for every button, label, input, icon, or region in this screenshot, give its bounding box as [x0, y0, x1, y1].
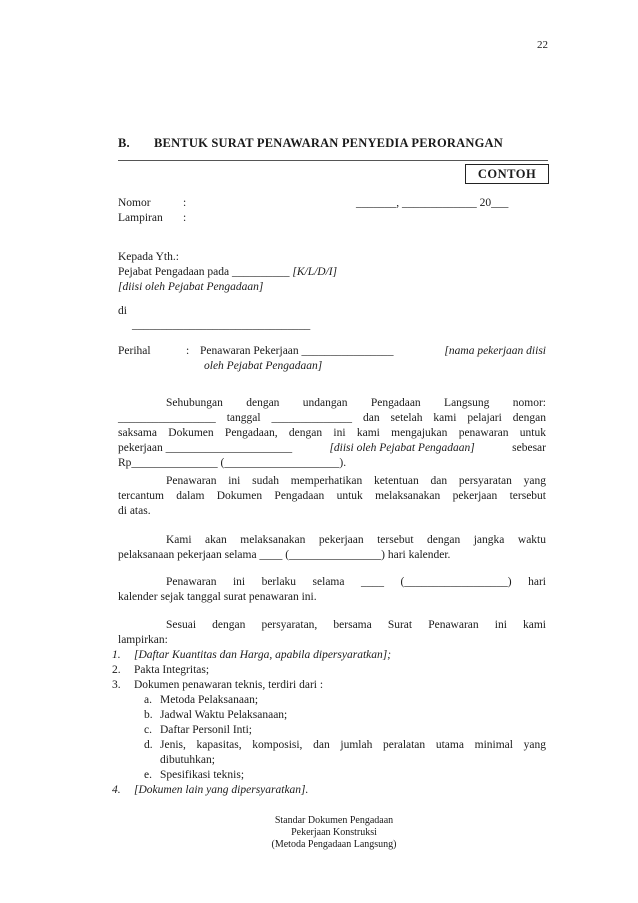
kepada-yth: Kepada Yth.: [118, 251, 179, 263]
p4-line-2: kalender sejak tanggal surat penawaran ini. [118, 591, 317, 603]
paragraph-4 [118, 575, 546, 605]
pejabat-pengadaan-line [118, 265, 337, 280]
date-line: _______, _____________ 20___ [356, 197, 509, 209]
nomor-colon: : [183, 197, 187, 209]
lampiran-colon: : [183, 212, 187, 224]
p2-line-1: Penawaran ini sudah memperhatikan ketentuan dan persyaratan yang [166, 475, 546, 487]
nomor-label: Nomor [118, 197, 151, 209]
section-title: BENTUK SURAT PENAWARAN PENYEDIA PERORANGAN [154, 136, 503, 150]
di-label: di [118, 305, 127, 317]
paragraph-5 [118, 618, 546, 648]
page-footer [256, 815, 412, 851]
pejabat-note: [diisi oleh Pejabat Pengadaan] [118, 281, 264, 293]
p1-line-4b: [diisi oleh Pejabat Pengadaan] [329, 442, 475, 454]
p1-line-4c: sebesar [512, 442, 546, 454]
attachment-list [112, 648, 546, 798]
paragraph-3 [118, 533, 546, 563]
sub-list-item-continued: dibutuhkan; [160, 754, 215, 766]
paragraph-2 [118, 474, 546, 519]
list-item: 4. [Dokumen lain yang dipersyaratkan]. [112, 784, 309, 796]
sub-list-item: a. Metoda Pelaksanaan; [144, 694, 259, 706]
p3-line-1: Kami akan melaksanakan pekerjaan tersebut dengan jangka waktu [166, 534, 546, 546]
list-item: 3. Dokumen penawaran teknis, terdiri dari : [112, 679, 324, 691]
perihal-text: Penawaran Pekerjaan ________________ [200, 345, 394, 357]
p1-line-2: _________________ tanggal ______________ dan setelah kami pelajari dengan [118, 412, 546, 424]
p2-line-2: tercantum dalam Dokumen Pengadaan untuk melaksanakan pekerjaan tersebut [118, 490, 546, 502]
page-number: 22 [537, 39, 548, 51]
perihal-colon: : [186, 345, 190, 357]
p1-line-1: Sehubungan dengan undangan Pengadaan Langsung nomor: [166, 397, 546, 409]
p3-line-2: pelaksanaan pekerjaan selama ____ (________________) hari kalender. [118, 549, 451, 561]
perihal-line-1 [200, 344, 546, 359]
sub-list-item: e. Spesifikasi teknis; [144, 769, 245, 781]
footer-line-2: Pekerjaan Konstruksi [291, 827, 377, 838]
p5-line-2: lampirkan: [118, 634, 168, 646]
p1-line-4 [118, 441, 546, 456]
p4-line-1: Penawaran ini berlaku selama ____ (__________________) hari [166, 576, 546, 588]
list-item: 2. Pakta Integritas; [112, 664, 210, 676]
p1-line-3: saksama Dokumen Pengadaan, dengan ini kami mengajukan penawaran untuk [118, 427, 546, 439]
paragraph-1 [118, 396, 546, 471]
pejabat-text: Pejabat Pengadaan pada __________ [118, 266, 293, 278]
p5-line-1: Sesuai dengan persyaratan, bersama Surat Penawaran ini kami [166, 619, 546, 631]
p1-line-5: Rp_______________ (____________________). [118, 457, 347, 469]
perihal-note-2: oleh Pejabat Pengadaan] [204, 360, 323, 372]
footer-line-1: Standar Dokumen Pengadaan [274, 815, 394, 826]
sub-list-item: b. Jadwal Waktu Pelaksanaan; [144, 709, 288, 721]
section-heading [118, 136, 503, 151]
pejabat-code: [K/L/D/I] [292, 266, 338, 278]
sub-list-item: d. Jenis, kapasitas, komposisi, dan jumlah peralatan utama minimal yang [144, 739, 546, 751]
contoh-stamp: CONTOH [465, 164, 549, 184]
di-address-line: _______________________________ [132, 319, 311, 331]
perihal-note-1: [nama pekerjaan diisi [444, 345, 546, 357]
heading-divider [118, 160, 548, 161]
lampiran-label: Lampiran [118, 212, 163, 224]
list-item: 1. [Daftar Kuantitas dan Harga, apabila dipersyaratkan]; [112, 649, 392, 661]
p1-line-4a: pekerjaan ______________________ [118, 442, 293, 454]
p2-line-3: di atas. [118, 505, 151, 517]
footer-line-3: (Metoda Pengadaan Langsung) [271, 839, 397, 850]
perihal-label: Perihal [118, 345, 151, 357]
section-number: B. [118, 136, 130, 150]
sub-list-item: c. Daftar Personil Inti; [144, 724, 252, 736]
sub-list [112, 693, 546, 783]
